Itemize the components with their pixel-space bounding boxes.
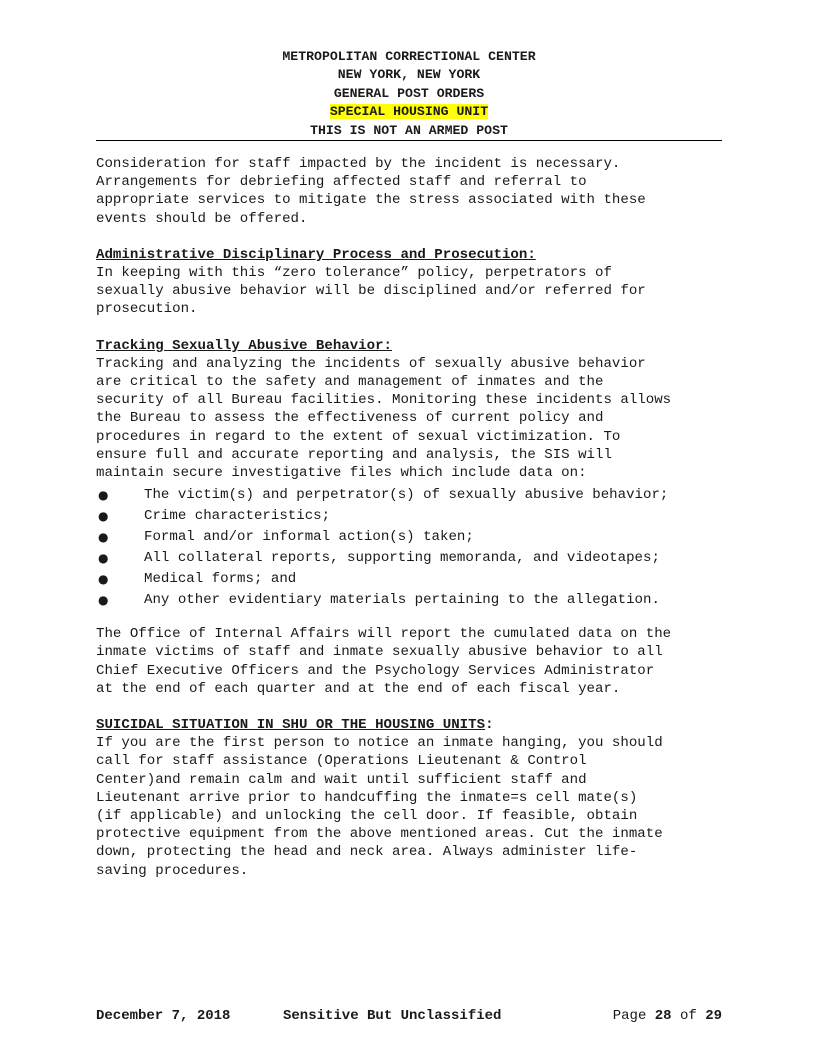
header-post-name: [96, 103, 722, 121]
page-footer: [96, 1008, 722, 1026]
suicidal-text: If you are the first person to notice an inmate hanging, you should call for staff assistance (Operations Lieutenant & Control Center)and remain calm and wait until sufficient staff and Lieutenant arrive prior to handcuffing the inmate=s cell mate(s) (if applicable) and unlocking the cell door. If feasible, obtain protective equipment from the above mentioned areas. Cut the inmate down, protecting the head and neck area. Always administer life- saving procedures.: [96, 735, 663, 879]
list-item: ● Any other evidentiary materials pertaining to the allegation.: [96, 590, 756, 611]
header-document-type: GENERAL POST ORDERS: [333, 85, 485, 101]
list-item: ● Medical forms; and: [96, 569, 756, 590]
bullet-icon: ●: [98, 572, 109, 587]
tracking-data-list: [96, 485, 756, 611]
admin-disciplinary-text: In keeping with this “zero tolerance” policy, perpetrators of sexually abusive behavior will be disciplined and/or referred for prosecution.: [96, 265, 646, 318]
footer-classification: Sensitive But Unclassified: [283, 1008, 502, 1024]
list-item: ● All collateral reports, supporting memoranda, and videotapes;: [96, 548, 756, 569]
header-armed-status: THIS IS NOT AN ARMED POST: [310, 122, 508, 138]
list-item: ● The victim(s) and perpetrator(s) of sexually abusive behavior;: [96, 485, 756, 506]
bullet-icon: ●: [98, 551, 109, 566]
footer-date: December 7, 2018: [96, 1008, 231, 1024]
bullet-icon: ●: [98, 488, 109, 503]
list-item: ● Crime characteristics;: [96, 506, 756, 527]
bullet-icon: ●: [98, 509, 109, 524]
tracking-text: Tracking and analyzing the incidents of sexually abusive behavior are critical to the safety and management of inmates and the security of all Bureau facilities. Monitoring these incidents allows the Bureau to assess the effectiveness of current policy and procedures in regard to the extent of sexual victimization. To ensure full and accurate reporting and analysis, the SIS will maintain secure investigative files which include data on:: [96, 355, 672, 482]
admin-disciplinary-heading: Administrative Disciplinary Process and Prosecution:: [96, 246, 536, 263]
header-city: NEW YORK, NEW YORK: [337, 67, 481, 83]
document-body: [96, 155, 756, 880]
page-number: Page 28 of 29: [612, 1008, 722, 1024]
intro-paragraph: Consideration for staff impacted by the incident is necessary. Arrangements for debriefing affected staff and referral to appropriate services to mitigate the stress associated with these events should be offered.: [96, 156, 646, 227]
header-facility: METROPOLITAN CORRECTIONAL CENTER: [282, 49, 536, 64]
header-divider: [96, 140, 722, 141]
suicidal-heading: SUICIDAL SITUATION IN SHU OR THE HOUSING UNITS:: [96, 717, 494, 734]
tracking-heading: Tracking Sexually Abusive Behavior:: [96, 337, 393, 354]
post-name-highlight: SPECIAL HOUSING UNIT: [329, 104, 489, 120]
post-order-header: [96, 48, 722, 140]
bullet-icon: ●: [98, 593, 109, 608]
list-item: ● Formal and/or informal action(s) taken;: [96, 527, 756, 548]
tracking-closing-paragraph: The Office of Internal Affairs will report the cumulated data on the inmate victims of staff and inmate sexually abusive behavior to all Chief Executive Officers and the Psychology Services Administrator at the end of each quarter and at the end of each fiscal year.: [96, 626, 672, 697]
bullet-icon: ●: [98, 530, 109, 545]
